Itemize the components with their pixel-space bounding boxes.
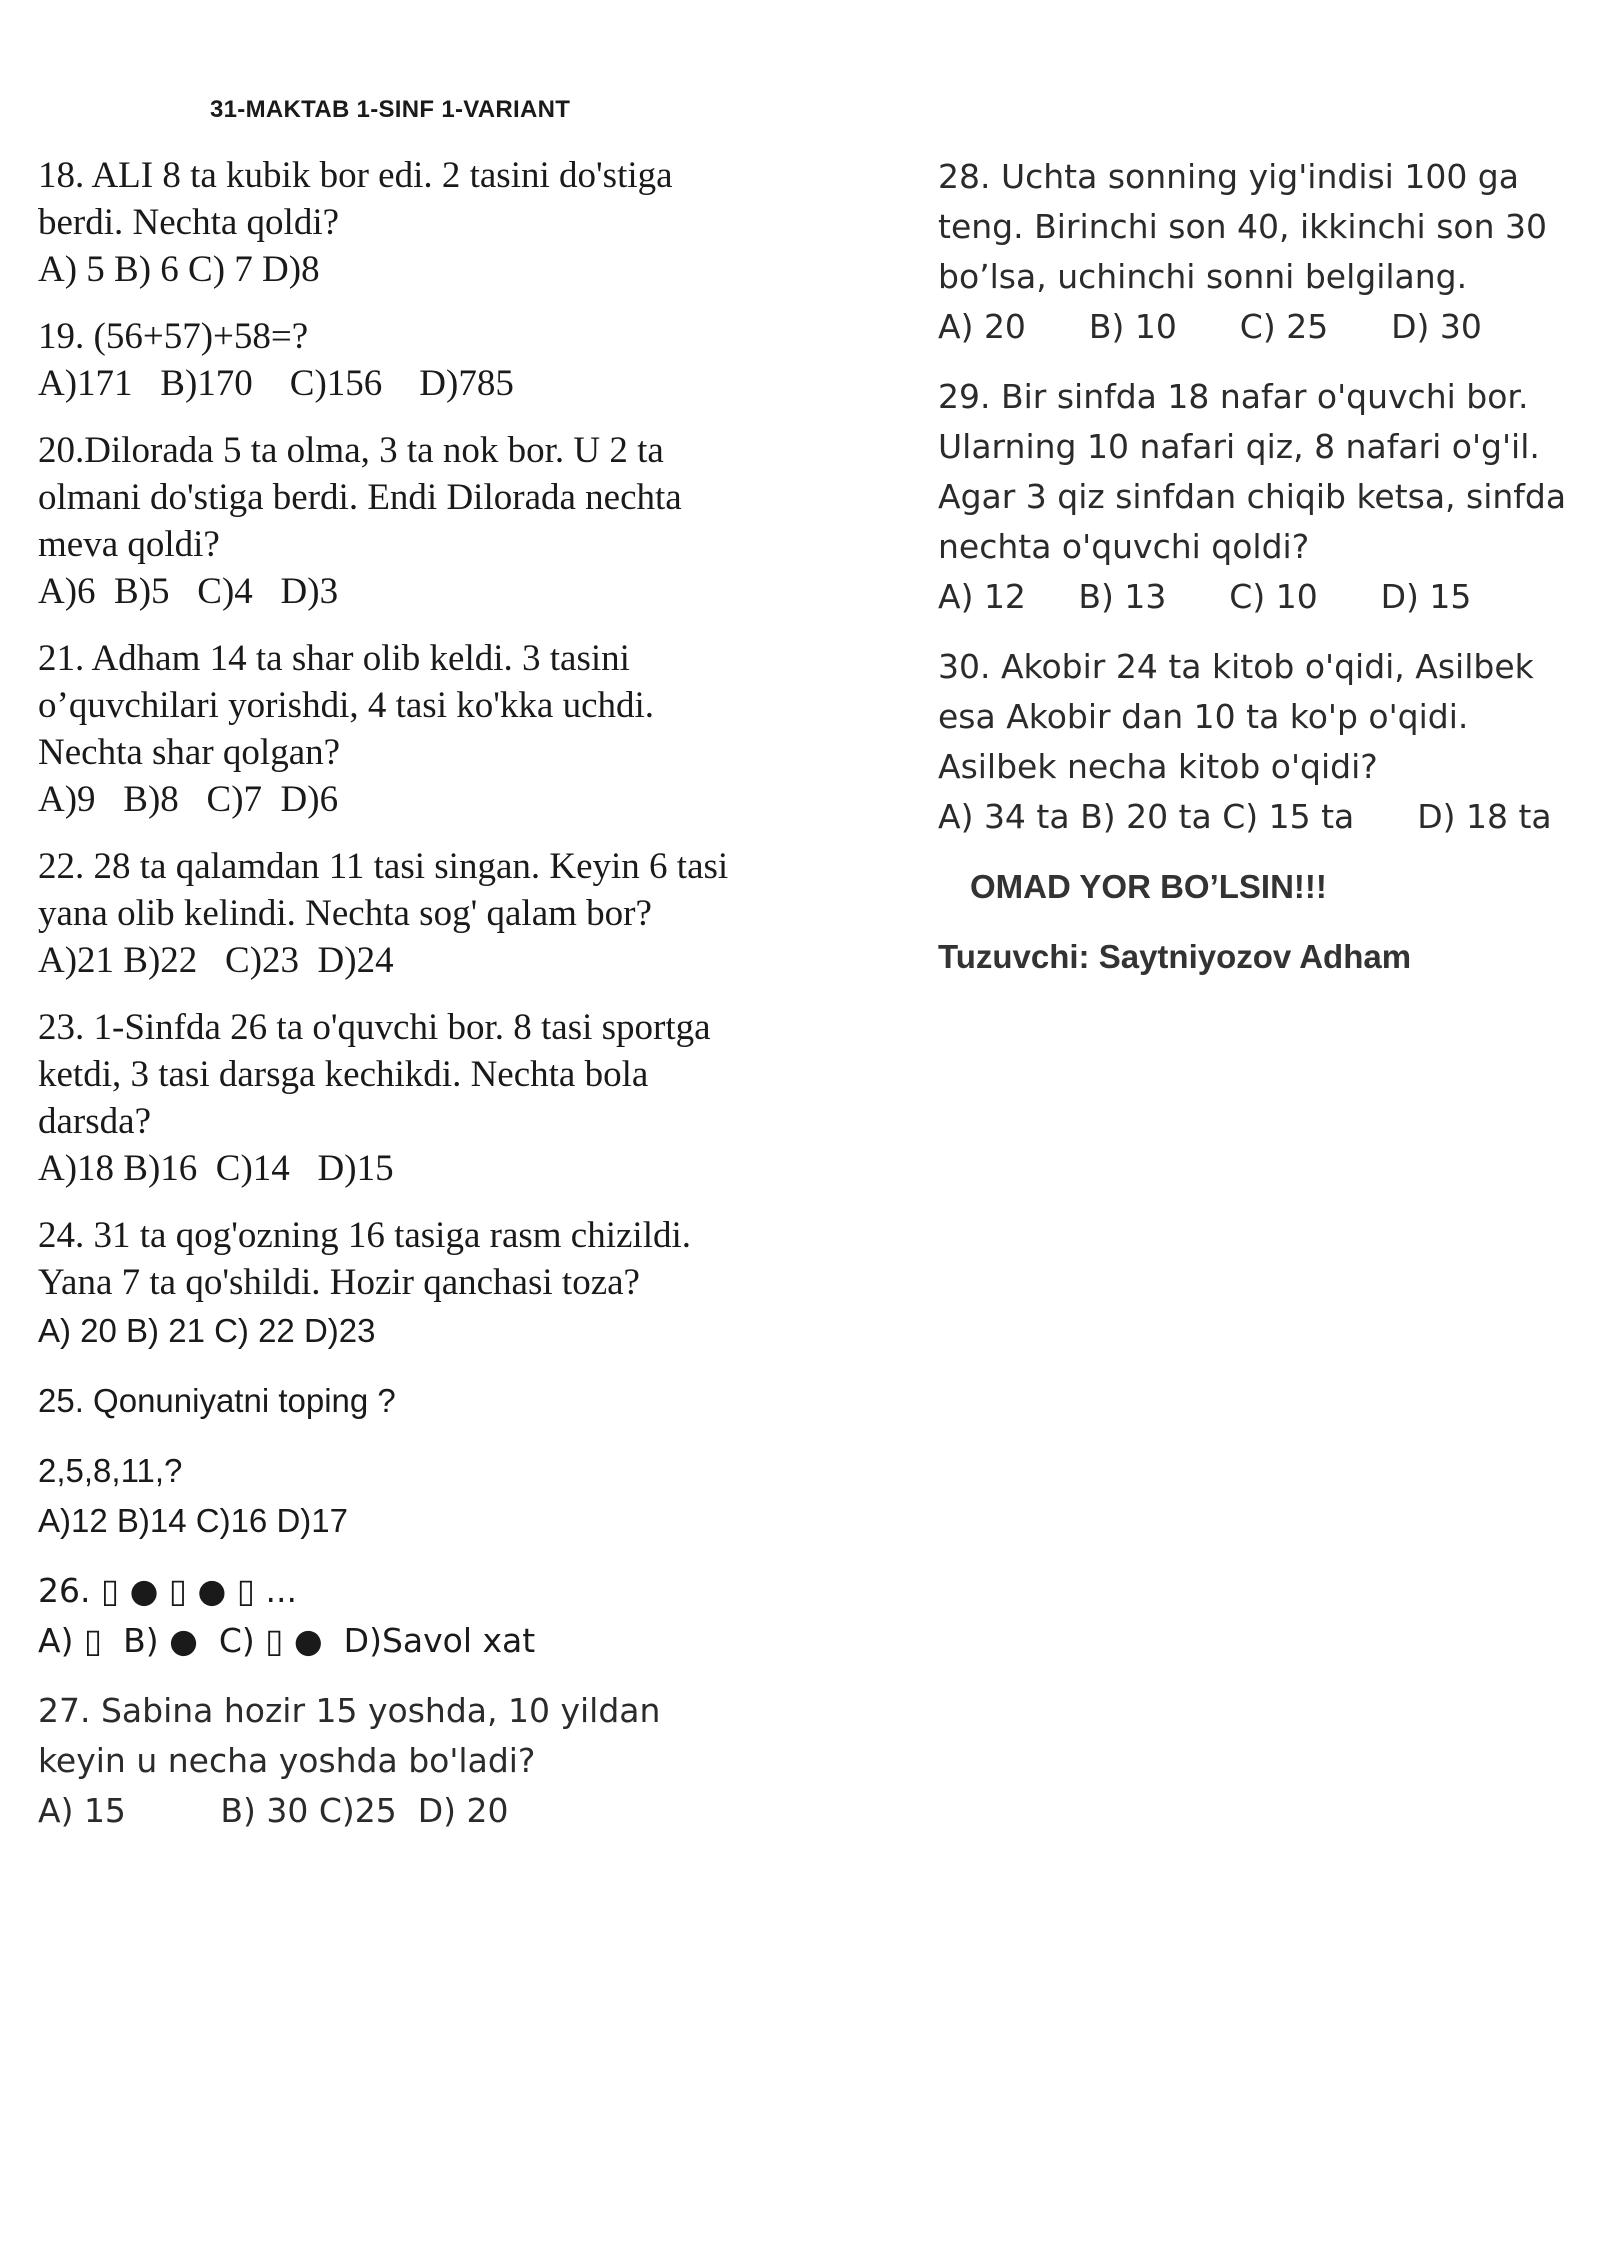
question-text: 22. 28 ta qalamdan 11 tasi singan. Keyin 6 tasi yana olib kelindi. Nechta sog' qalam bor? — [38, 846, 729, 934]
question-text: 27. Sabina hozir 15 yoshda, 10 yildan keyin u necha yoshda bo'ladi? — [38, 1691, 661, 1780]
page-title: 31-MAKTAB 1-SINF 1-VARIANT — [210, 96, 571, 123]
question-29 — [938, 372, 1578, 622]
question-text: 19. (56+57)+58=? — [38, 316, 309, 357]
answer-options: A) ▯ B) ● C) ▯ ● D)Savol xat — [38, 1621, 536, 1660]
question-text: 25. Qonuniyatni toping ? — [38, 1382, 396, 1419]
right-column — [938, 152, 1578, 982]
answer-options: A)171 B)170 C)156 D)785 — [38, 363, 514, 404]
question-26 — [38, 1566, 738, 1666]
question-23 — [38, 1004, 738, 1192]
question-21 — [38, 635, 738, 823]
answer-options: A)21 B)22 C)23 D)24 — [38, 940, 394, 981]
closing-motto: OMAD YOR BO’LSIN!!! — [970, 868, 1327, 905]
answer-options: A) 5 B) 6 C) 7 D)8 — [38, 249, 320, 290]
question-text: 30. Akobir 24 ta kitob o'qidi, Asilbek esa Akobir dan 10 ta ko'p o'qidi. Asilbek necha kitob o'qidi? — [938, 647, 1534, 786]
author-credit: Tuzuvchi: Saytniyozov Adham — [938, 938, 1412, 975]
left-column — [38, 152, 738, 1836]
answer-options: A)9 B)8 C)7 D)6 — [38, 779, 339, 820]
question-30 — [938, 642, 1578, 842]
question-18 — [38, 152, 738, 293]
answer-options: A)12 B)14 C)16 D)17 — [38, 1502, 348, 1539]
number-sequence: 2,5,8,11,? — [38, 1452, 183, 1489]
answer-options: A) 34 ta B) 20 ta C) 15 ta D) 18 ta — [938, 797, 1552, 836]
shape-pattern: 26. ▯ ● ▯ ● ▯ ... — [38, 1571, 297, 1610]
question-text: 28. Uchta sonning yig'indisi 100 ga teng. Birinchi son 40, ikkinchi son 30 bo’lsa, uchinchi sonni belgilang. — [938, 157, 1547, 296]
question-text: 23. 1-Sinfda 26 ta o'quvchi bor. 8 tasi sportga ketdi, 3 tasi darsga kechikdi. Nechta bola darsda? — [38, 1007, 711, 1142]
answer-options: A) 20 B) 10 C) 25 D) 30 — [938, 307, 1482, 346]
question-text: 21. Adham 14 ta shar olib keldi. 3 tasini o’quvchilari yorishdi, 4 tasi ko'kka uchdi. Nechta shar qolgan? — [38, 638, 655, 773]
question-22 — [38, 843, 738, 984]
question-24 — [38, 1212, 738, 1356]
question-text: 20.Dilorada 5 ta olma, 3 ta nok bor. U 2 ta olmani do'stiga berdi. Endi Dilorada nechta meva qoldi? — [38, 430, 682, 565]
answer-options: A)6 B)5 C)4 D)3 — [38, 571, 339, 612]
answer-options: A) 12 B) 13 C) 10 D) 15 — [938, 577, 1472, 616]
question-27 — [38, 1686, 738, 1836]
answer-options: A) 15 B) 30 C)25 D) 20 — [38, 1791, 509, 1830]
question-25 — [38, 1376, 738, 1546]
question-19 — [38, 313, 738, 407]
question-text: 18. ALI 8 ta kubik bor edi. 2 tasini do'stiga berdi. Nechta qoldi? — [38, 155, 673, 243]
answer-options: A)18 B)16 C)14 D)15 — [38, 1148, 394, 1189]
answer-options: A) 20 B) 21 C) 22 D)23 — [38, 1312, 376, 1349]
question-28 — [938, 152, 1578, 352]
question-text: 29. Bir sinfda 18 nafar o'quvchi bor. Ularning 10 nafari qiz, 8 nafari o'g'il. Agar 3 qiz sinfdan chiqib ketsa, sinfda nechta o'quvchi qoldi? — [938, 377, 1567, 566]
question-20 — [38, 427, 738, 615]
question-text: 24. 31 ta qog'ozning 16 tasiga rasm chizildi. Yana 7 ta qo'shildi. Hozir qanchasi toza? — [38, 1215, 692, 1303]
